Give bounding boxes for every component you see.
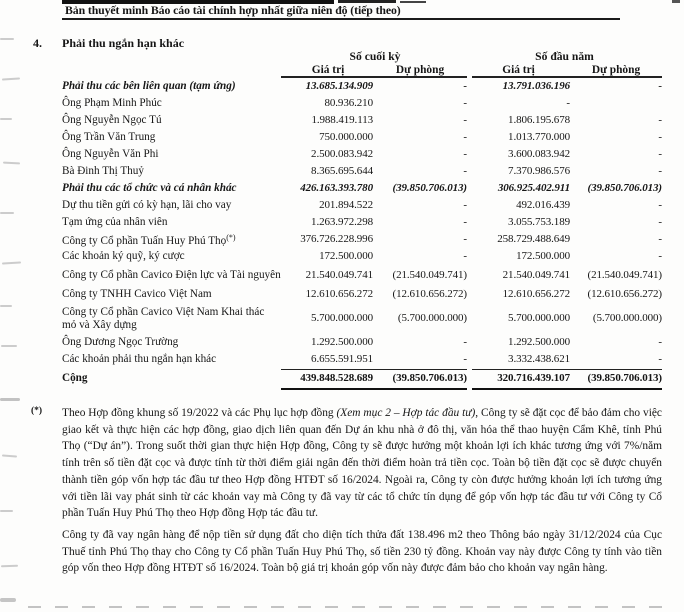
- cell-end-value: 2.500.083.942: [311, 147, 373, 160]
- cell-end-provision: -: [463, 96, 467, 109]
- table-sub-header-row: [62, 64, 662, 76]
- row-label: Công ty Cổ phần Cavico Điện lực và Tài nguyên: [62, 269, 281, 282]
- footnote-ref: (*): [226, 233, 236, 242]
- cell-end-provision: -: [463, 79, 467, 92]
- cell-end-provision: (12.610.656.272): [392, 288, 467, 301]
- table-row: [62, 146, 662, 163]
- cell-begin-value: 1.013.770.000: [508, 130, 570, 143]
- total-begin-provision: (39.850.706.013): [587, 372, 662, 385]
- cell-end-value: 12.610.656.272: [305, 288, 373, 301]
- cell-begin-value: 172.500.000: [516, 250, 570, 263]
- scan-artifact: [0, 118, 12, 120]
- scan-artifact: [2, 262, 21, 265]
- cell-end-value: 21.540.049.741: [305, 269, 373, 282]
- table-row: [62, 214, 662, 231]
- cell-begin-provision: -: [658, 198, 662, 211]
- cell-begin-provision: -: [658, 215, 662, 228]
- cell-end-provision: (21.540.049.741): [392, 269, 467, 282]
- col-header-value-begin: Giá trị: [502, 64, 535, 76]
- table-row: [62, 231, 662, 249]
- table-row: [62, 163, 662, 180]
- cell-end-value: 80.936.210: [324, 96, 373, 109]
- cell-end-value: 8.365.695.644: [311, 164, 373, 177]
- table-total-row: [62, 371, 662, 388]
- scan-artifact: [0, 212, 14, 214]
- cell-begin-value: 258.729.488.649: [497, 233, 570, 245]
- total-label: Cộng: [62, 372, 88, 385]
- cell-end-provision: -: [463, 336, 467, 349]
- cell-begin-value: 3.055.753.189: [508, 215, 570, 228]
- table-row: [62, 249, 662, 266]
- cell-end-value: 1.988.419.113: [311, 113, 373, 126]
- cell-end-provision: (39.850.706.013): [392, 181, 467, 194]
- scan-artifact: [3, 162, 20, 165]
- header-rule: [62, 18, 620, 20]
- row-label: Ông Nguyễn Ngọc Tú: [62, 113, 162, 126]
- scan-artifact: [0, 598, 16, 602]
- row-label: Công ty Cổ phần Cavico Việt Nam Khai thác mỏ và Xây dựng: [62, 305, 265, 332]
- cell-end-value: 201.894.522: [319, 198, 373, 211]
- cell-end-value: 1.292.500.000: [311, 336, 373, 349]
- footnote-text-italic: (Xem mục 2 – Hợp tác đầu tư): [336, 407, 476, 419]
- table-group-header-row: [62, 50, 662, 63]
- scan-artifact: [0, 398, 20, 401]
- col-header-provision-begin: Dự phòng: [591, 64, 641, 76]
- footnote-paragraph: Công ty đã vay ngân hàng để nộp tiền sử dụng đất cho diện tích thửa đất 138.496 m2 theo Thông báo ngày 31/12/2024 của Cục Thuế tỉnh Phú Thọ thay cho Công ty Cổ phần Tuấn Huy Phú Thọ, số tiền 230 tỷ đồng. Khoản vay này được Công ty tính vào tiền góp vốn theo Hợp đồng HTĐT số 16/2024. Toàn bộ giá trị khoản góp vốn này được đảm bảo cho khoản vay ngân hàng.: [62, 528, 662, 575]
- row-label: Ông Dương Ngọc Trường: [62, 336, 179, 349]
- scan-artifact: [0, 305, 12, 307]
- scan-artifact: [1, 345, 17, 347]
- cell-begin-provision: (21.540.049.741): [587, 269, 662, 282]
- cell-begin-provision: -: [658, 130, 662, 143]
- scan-artifact: [2, 77, 20, 80]
- footnote-paragraph: [62, 405, 662, 522]
- cell-begin-provision: -: [658, 113, 662, 126]
- cell-begin-value: -: [566, 96, 570, 109]
- cell-end-provision: -: [463, 353, 467, 366]
- cell-end-provision: (5.700.000.000): [397, 312, 467, 325]
- row-label-text: Công ty Cổ phần Tuấn Huy Phú Thọ: [62, 235, 227, 247]
- cell-begin-value: 1.806.195.678: [508, 113, 570, 126]
- cell-end-value: 5.700.000.000: [311, 312, 373, 325]
- cell-begin-value: 7.370.986.576: [508, 164, 570, 177]
- cell-begin-value: 13.791.036.196: [502, 79, 570, 92]
- cell-begin-value: 3.600.083.942: [508, 147, 570, 160]
- cell-end-value: 6.655.591.951: [311, 353, 373, 366]
- footnote-marker: (*): [31, 406, 43, 416]
- table-row: [62, 95, 662, 112]
- footnote-text: , Công ty sẽ đặt cọc để bảo đảm cho việc giao kết và thực hiện các hợp đồng, giao dịch liên quan đến Dự án khu nhà ở đô thị, văn hóa thể thao huyện Cẩm Khê, tỉnh Phú Thọ (“Dự án”). Trong suốt thời gian thực hiện Hợp đồng, Công ty sẽ được hưởng một khoản lợi ích khác tương ứng với 7%/năm tính trên số tiền đặt cọc và được tính từ thời điểm giải ngân đến thời điểm hoàn trả tiền cọc. Toàn bộ tiền đặt cọc sẽ được chuyển thành tiền góp vốn hợp tác đầu tư theo Hợp đồng HTĐT số 16/2024. Ngoài ra, Công ty còn được hưởng khoản lợi ích tương ứng với tiền lãi vay phát sinh từ các khoản vay mà Công ty đã vay từ các tổ chức tín dụng để góp vốn hợp tác đầu tư với Công ty Cổ phần Tuấn Huy Phú Thọ theo Hợp đồng Hợp tác đầu tư.: [62, 407, 662, 520]
- spacer-cell: [62, 50, 283, 63]
- total-end-provision: (39.850.706.013): [392, 372, 467, 385]
- group-header-beginning-of-year: Số đầu năm: [535, 50, 594, 63]
- cell-end-provision: -: [463, 198, 467, 211]
- section-title: Phải thu ngắn hạn khác: [62, 36, 185, 50]
- row-label: Dự thu tiền gửi có kỳ hạn, lãi cho vay: [62, 198, 232, 211]
- table-row: [62, 287, 662, 304]
- table-row: [62, 304, 662, 335]
- row-label: Công ty TNHH Cavico Việt Nam: [62, 288, 212, 301]
- cell-begin-value: 5.700.000.000: [508, 312, 570, 325]
- scan-cutoff-line: [28, 606, 670, 608]
- row-label: Ông Phạm Minh Phúc: [62, 96, 162, 109]
- cell-begin-value: 1.292.500.000: [508, 336, 570, 349]
- cell-begin-provision: -: [658, 233, 662, 245]
- cell-begin-provision: -: [658, 336, 662, 349]
- cell-begin-value: 306.925.402.911: [497, 181, 570, 194]
- table-row: [62, 266, 662, 287]
- table-row: [62, 180, 662, 197]
- cell-end-provision: -: [463, 164, 467, 177]
- row-label: Bà Đinh Thị Thuỷ: [62, 164, 144, 177]
- total-end-value: 439.848.528.689: [300, 372, 373, 385]
- row-label: Các khoản phải thu ngắn hạn khác: [62, 353, 217, 366]
- total-top-rule: [62, 369, 662, 371]
- table-row: [62, 197, 662, 214]
- total-bottom-rule: [62, 388, 662, 390]
- cell-begin-provision: (12.610.656.272): [587, 288, 662, 301]
- cell-end-provision: -: [463, 130, 467, 143]
- cell-begin-provision: (5.700.000.000): [592, 312, 662, 325]
- total-begin-value: 320.716.439.107: [497, 372, 570, 385]
- row-label: Các khoản ký quỹ, ký cược: [62, 250, 185, 263]
- scan-smudge: [672, 0, 680, 3]
- cell-begin-provision: -: [658, 353, 662, 366]
- cell-begin-provision: -: [658, 147, 662, 160]
- table-row: [62, 112, 662, 129]
- table-row: [62, 129, 662, 146]
- cell-begin-provision: (39.850.706.013): [587, 181, 662, 194]
- cell-end-value: 13.685.134.909: [305, 79, 373, 92]
- section-number: 4.: [33, 36, 42, 50]
- receivables-table: [62, 50, 662, 390]
- cell-end-provision: -: [463, 147, 467, 160]
- header-underline: [62, 76, 662, 78]
- col-header-provision-end: Dự phòng: [395, 64, 445, 76]
- row-label: Ông Nguyễn Văn Phi: [62, 147, 159, 160]
- scan-artifact: [1, 565, 18, 568]
- cell-begin-provision: -: [658, 79, 662, 92]
- report-header-title: Bản thuyết minh Báo cáo tài chính hợp nhất giữa niên độ (tiếp theo): [65, 3, 401, 17]
- row-label: Ông Trần Văn Trung: [62, 130, 156, 143]
- scan-artifact: [0, 38, 14, 40]
- cell-end-provision: -: [463, 215, 467, 228]
- cell-begin-value: 492.016.439: [516, 198, 570, 211]
- row-label: Phải thu các tổ chức và cá nhân khác: [62, 181, 237, 194]
- scan-smudge: [400, 1, 426, 3]
- cell-begin-value: 21.540.049.741: [502, 269, 570, 282]
- col-header-value-end: Giá trị: [311, 64, 345, 76]
- cell-end-value: 376.726.228.996: [300, 233, 373, 245]
- cell-end-value: 750.000.000: [319, 130, 373, 143]
- table-row: [62, 335, 662, 352]
- cell-begin-value: 3.332.438.621: [508, 353, 570, 366]
- table-row: [62, 78, 662, 95]
- cell-end-value: 172.500.000: [319, 250, 373, 263]
- spacer-cell: [62, 64, 283, 76]
- cell-end-provision: -: [463, 113, 467, 126]
- scan-artifact: [0, 510, 13, 512]
- cell-end-value: 1.263.972.298: [311, 215, 373, 228]
- cell-end-value: 426.163.393.780: [300, 181, 373, 194]
- row-label: Tạm ứng của nhân viên: [62, 215, 168, 228]
- cell-begin-provision: -: [658, 164, 662, 177]
- cell-end-provision: -: [463, 250, 467, 263]
- scan-artifact: [2, 454, 17, 457]
- row-label: Phải thu các bên liên quan (tạm ứng): [62, 79, 236, 92]
- cell-end-provision: -: [463, 233, 467, 245]
- footnote-block: [62, 405, 662, 577]
- row-label: [62, 231, 283, 249]
- cell-begin-value: 12.610.656.272: [502, 288, 570, 301]
- table-row: [62, 352, 662, 369]
- cell-begin-provision: -: [658, 250, 662, 263]
- group-header-end-of-period: Số cuối kỳ: [349, 50, 401, 63]
- footnote-text: Theo Hợp đồng khung số 19/2022 và các Phụ lục hợp đồng: [62, 407, 337, 419]
